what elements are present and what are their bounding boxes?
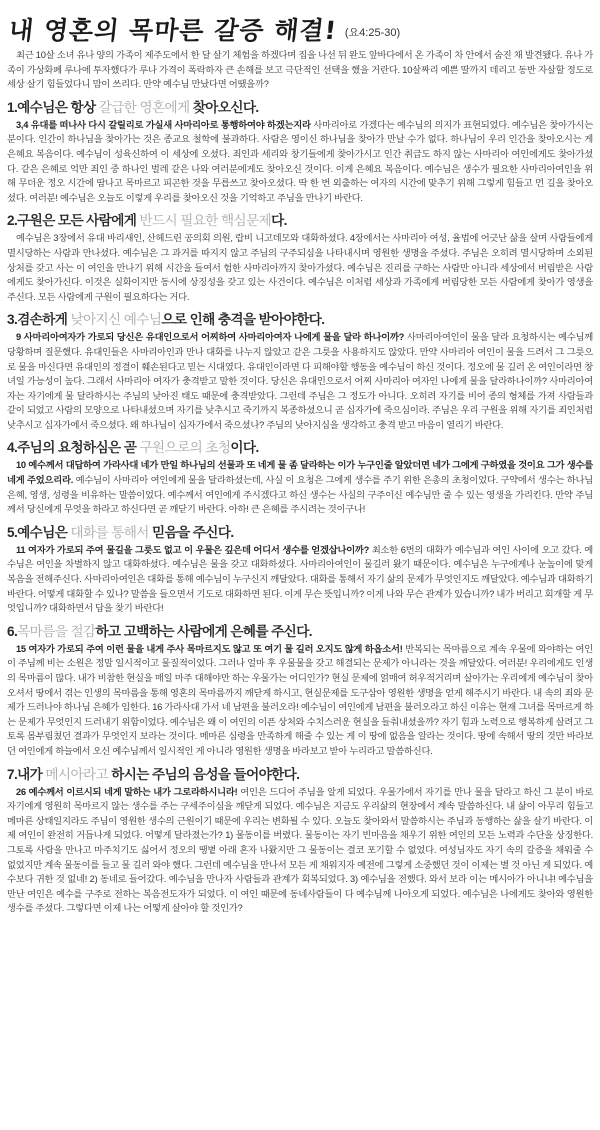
- highlight-phrase: 메시아라고: [45, 766, 109, 782]
- section-title: 5.예수님은 대화를 통해서 믿음을 주신다.: [7, 524, 234, 540]
- header: [7, 0, 593, 48]
- section-body: 10 예수께서 대답하여 가라사대 네가 만일 하나님의 선물과 또 네게 물 좀 달라하는 이가 누구인줄 알았더면 네가 그에게 구하였을 것이요 그가 생수를 네게 주었으리라. 예수님이 사마리아 여인에게 물을 달라하셨는데, 사실 이 요청은 그에게 생수를 주기 위한 은총의 초청이었다. 구약에서 생수는 하나님 은혜, 영생, 성령을 비유하는 말씀이었다. 예수께서 여인에게 주시겠다고 하신 생수는 사실의 구주이신 예수님만 줄 수 있는 영생을 가리킨다. 만약 주님께서 당신에게 무엇을 하라고 하신다면 곧 깨닫기 바란다. 아하! 큰 은혜를 주시려는 것이구나!: [7, 460, 593, 515]
- section-title: 7.내가 메시아라고 하시는 주님의 음성을 들어야한다.: [7, 766, 300, 782]
- bible-verse: 10 예수께서 대답하여 가라사대 네가 만일 하나님의 선물과 또 네게 물 좀 달라하는 이가 누구인줄 알았더면 네가 그에게 구하였을 것이요 그가 생수를 네게 주었으리라.: [7, 460, 593, 486]
- scripture-reference: (요4:25-30): [344, 27, 401, 39]
- section-2: [7, 212, 593, 304]
- section-title: 3.겸손하게 낮아지신 예수님으로 인해 충격을 받아야한다.: [7, 312, 325, 328]
- section-3: [7, 311, 593, 432]
- section-body: 예수님은 3장에서 유대 바리새인, 산헤드린 공의회 의원, 랍비 니고데모와 대화하셨다. 4장에서는 사마리아 여성, 율법에 어긋난 삶을 살며 사람들에게 멸시당하는 사람과 만나셨다. 예수님은 그 과거를 따지지 않고 주님의 구주되심을 나타내시며 영원한 생명을 주셨다. 주님은 오히려 멸시당하며 소외된 상처를 갖고 사는 이 여인을 만나기 위해 시간을 들여서 험한 사마리아까지 찾아가셨다. 예수님은 진리를 구하는 사람만 아니라 세상에서 버림받은 사람에게도 찾아가신다. 이것은 실화이지만 동시에 상징성을 갖고 있는 사건이다. 예수님은 이처럼 세상과 가족에게 버림당한 모든 사람에게 찾아가 영생을 주신다. 모든 사람에게 구원이 필요하다는 거다.: [7, 233, 593, 302]
- section-body: 26 예수께서 이르시되 네게 말하는 내가 그로라하시니라! 여인은 드디어 주님을 알게 되었다. 우물가에서 자기를 만나 물을 달라고 하신 그 분이 바로 자기에게 영원히 목마르지 않는 생수를 주는 구세주이심을 깨닫게 되었다. 예수님은 지금도 우리삶의 현장에서 계속 말씀하신다. 내 삶이 아무리 힘들고 메마른 상태일지라도 주님이 영원한 생수의 근원이기 때문에 우리는 변화될 수 있다. 오늘도 찾아와서 말씀하시는 주님과 동행하는 삶을 살기 바란다. 이제 여인이 완전히 거듭나게 되었다. 어떻게 달라졌는가? 1) 물동이를 버렸다. 물동이는 자기 빈마음을 채우기 위한 여인의 모든 노력과 수단을 상징한다. 그토록 사람을 만나고 마주치기도 싫어서 정오의 땡볕 아래 혼자 나왔지만 그 물동이는 결코 포기할 수 없었다. 여성님자도 자기 속의 갈증을 채워줄 수 없었지만 계속 물동이를 들고 물 길러 와야 했다. 그런데 예수님을 만나서 모든 게 채워지자 예전에 그렇게 소중했던 것이 이제는 별 것 아닌 게 되었다. 예수보다 귀한 것 없네! 2) 동네로 들어갔다. 예수님을 만나자 사람들과 관계가 회복되었다. 3) 예수님을 전했다. 와서 보라 이는 메시아가 아니냐! 예수님을 만난 여인은 예수를 구주로 전하는 복음전도자가 되었다. 이 여인 때문에 동네사람들이 다 예수님께 나아오게 되었다. 예수님은 나에게도 찾아와 영원한 생수를 주셨다. 그렇다면 이제 나는 어떻게 살아야 할 것인가?: [7, 786, 594, 914]
- bible-verse: 26 예수께서 이르시되 네게 말하는 내가 그로라하시니라!: [16, 786, 238, 797]
- section-1: [7, 99, 593, 206]
- bible-verse: 15 여자가 가로되 주여 이런 물을 내게 주사 목마르지도 않고 또 여기 물 길러 오지도 않게 하옵소서!: [16, 643, 403, 654]
- section-title: 6.목마름을 절감하고 고백하는 사람에게 은혜를 주신다.: [7, 623, 312, 639]
- section-body: 11 여자가 가로되 주여 물길을 그릇도 없고 이 우물은 깊은데 어디서 생수를 얻겠삽나이까? 최소한 6번의 대화가 예수님과 여인 사이에 오고 갔다. 예수님은 여인을 차별하지 않고 대화하셨다. 예수님은 물을 갖고 대화하셨다. 사마리아여인이 물길러 왔기 때문이다. 예수님은 누구에게나 눈높이에 맞게 복음을 전해주신다. 사마리아여인은 대화를 통해 예수님이 누구신지 깨달았다. 대화를 통해서 자기 삶의 문제가 무엇인지도 깨달았다. 예수님과 대화하기 바란다. 어떻게 대화할 수 있나? 말씀을 들으면서 기도로 대화하면 된다. 이게 무슨 뜻입니까? 이게 나와 무슨 관계가 있습니까? 내가 버리고 회개할 게 무엇입니까? 대화하면서 답을 찾기 바란다!: [7, 544, 593, 614]
- section-title: 1.예수님은 항상 갈급한 영혼에게 찾아오신다.: [7, 99, 259, 115]
- section-title: 4.주님의 요청하심은 곧 구원으로의 초청이다.: [7, 440, 259, 456]
- bible-verse: 9 사마리아여자가 가로되 당신은 유대인으로서 어찌하여 사마리아여자 나에게 물을 달라 하나이까?: [16, 332, 405, 343]
- highlight-phrase: 낮아지신 예수님: [70, 312, 162, 328]
- section-6: [7, 623, 593, 759]
- section-5: [7, 524, 593, 616]
- intro-paragraph: 최근 10살 소녀 유나 양의 가족이 제주도에서 한 달 살기 체험을 하겠다며 집을 나선 뒤 완도 앞바다에서 온 가족이 차 안에서 숨진 채 발견됐다. 유나 가족이 가상화폐 루나에 투자했다가 루나 가격이 폭락하자 큰 손해를 보고 극단적인 선택을 했을 거란다. 10살짜리 예쁜 딸까지 데리고 동반 자살할 정도로 세상 살기 힘들었다니 맘이 쓰리다. 만약 예수님 만났다면 어땠을까?: [7, 50, 593, 90]
- page-bottom-margin: [7, 916, 593, 956]
- section-body: 3,4 유대를 떠나사 다시 갈릴리로 가실새 사마리아로 통행하여야 하겠는지라 사마리아로 가겠다는 예수님의 의지가 표현되었다. 예수님은 찾아가시는 분이다. 인간이 하나님을 찾아가는 것은 종교요 철학에 불과하다. 사람은 영이신 하나님을 찾아가 만날 수가 없다. 하나님이 우리 인간을 찾아오시는 게 은혜요 복음이다. 예수님이 성육신하여 이 세상에 오셨다. 죄인과 세리와 창기들에게 찾아가시고 인간 취급도 하지 않는 사마리아 여인에게도 찾아가셨다. 같은 은혜로 억만 죄인 중 하나인 벌레 같은 나와 여러분에게도 찾아오신 것이다. 이게 은혜요 복음이다. 예수님은 생수가 필요한 사마리아여인을 위해 무더운 정오 시간에 땀나고 목마르고 피곤한 것을 무릅쓰고 찾아오셨다. 딱 한 번 외출하는 여자의 시간에 맞추기 위해 그렇게 힘들고 먼 길을 찾아오셨다. 여러분! 예수님은 오늘도 이렇게 우리를 찾아오신 것을 기억하고 주님을 만나기 바란다.: [7, 119, 594, 203]
- section-7: [7, 766, 593, 916]
- section-title: 2.구원은 모든 사람에게 반드시 필요한 핵심문제다.: [7, 213, 287, 229]
- section-body: 9 사마리아여자가 가로되 당신은 유대인으로서 어찌하여 사마리아여자 나에게 물을 달라 하나이까? 사마리아여인이 물을 달라 요청하시는 예수님께 당황하며 질문했다. 유대인들은 사마리아인과 만나 대화를 나누지 않았고 같은 그릇을 사용하지도 않았다. 만약 사마리아 여인이 물을 드려서 그 그릇으로 물을 마신다면 유대인의 정결이 훼손된다고 믿는 시대였다. 유대인이라면 다 피해야할 행동을 예수님이 하신 것이다. 정오에 물 길러 온 여인이라면 창녀일 가능성이 높다. 그래서 사마리아 여자가 충격받고 말한 것이다. 당신은 유대인으로서 어찌 사마리아 여자인 나에게 물을 달라하나이까? 사마리아여자는 자기에게 물 달라하시는 주님의 낮아진 태도 때문에 충격받았다. 그런데 주님은 그 정도가 아니다. 오히려 자기를 비어 종의 형체를 가져 사람들과 같이 되었고 사람의 모양으로 나타내셨으며 자기를 낮추시고 죽기까지 복종하셨으니 곧 십자가에 죽으심이라. 주님은 우리 구원을 위해 자기를 죄인처럼 낮추시고 십자가에서 죽으셨다. 왜 하나님이 십자가에서 죽으셨나? 주님의 낮아지심을 생각하고 충격 받고 마음이 열리기 바란다.: [7, 332, 593, 430]
- bible-verse: 3,4 유대를 떠나사 다시 갈릴리로 가실새 사마리아로 통행하여야 하겠는지라: [16, 119, 311, 130]
- highlight-phrase: 목마름을 절감: [17, 623, 96, 639]
- bible-verse: 11 여자가 가로되 주여 물길을 그릇도 없고 이 우물은 깊은데 어디서 생수를 얻겠삽나이까?: [16, 544, 370, 555]
- highlight-phrase: 구원으로의 초청: [139, 440, 231, 456]
- section-4: [7, 439, 593, 516]
- page-title: 내 영혼의 목마른 갈증 해결!: [7, 16, 339, 45]
- highlight-phrase: 갈급한 영혼에게: [98, 99, 190, 115]
- highlight-phrase: 반드시 필요한 핵심문제: [139, 213, 272, 229]
- section-body: 15 여자가 가로되 주여 이런 물을 내게 주사 목마르지도 않고 또 여기 물 길러 오지도 않게 하옵소서! 반복되는 목마름으로 계속 우물에 와야하는 여인이 주님께 비는 소원은 정말 일시적이고 물질적이었다. 그러나 얼마 후 우물물을 갖고 해결되는 문제가 아니라는 것을 깨달았다. 여러분! 우리에게도 인생의 목마름이 많다. 내가 비참한 현실을 매일 마주 대해야만 하는 우물가는 어디인가? 현실 문제에 얽매여 허우적거리며 살아가는 우리에게 예수님이 찾아오셔서 땅에서 겪는 인생의 목마름을 통해 영혼의 목마름까지 깨닫게 하시고, 현실문제를 도구삼아 영원한 생명을 얻게 해주시기 바란다. 내 속의 죄와 문제가 드러나야 하나님 은혜가 임한다. 16 가라사대 가서 네 남편을 불러오라! 예수님이 여인에게 남편을 불러오라고 하신 이유는 현재 그녀를 목마르게 하는 문제가 무엇인지 드러내기 위함이었다. 예수님은 왜 이 여인의 이픈 상처와 수치스러운 현실을 들춰내셨을까? 자기 힘과 노력으로 행복하게 살려고 그토록 몸부림쳤던 결과가 무엇인지 보라는 것이다. 메마른 심령을 만족하게 해줄 수 있는 게 이 땅에 없음을 알라는 것이다. 땅에 속해서 땅의 것만 바라보던 여인에게 하늘에서 오신 예수님께서 일시적인 게 아니라 영원한 생명을 바라보고 받아 누리라고 말씀하신다.: [7, 643, 593, 756]
- highlight-phrase: 대화를 통해서: [70, 524, 149, 540]
